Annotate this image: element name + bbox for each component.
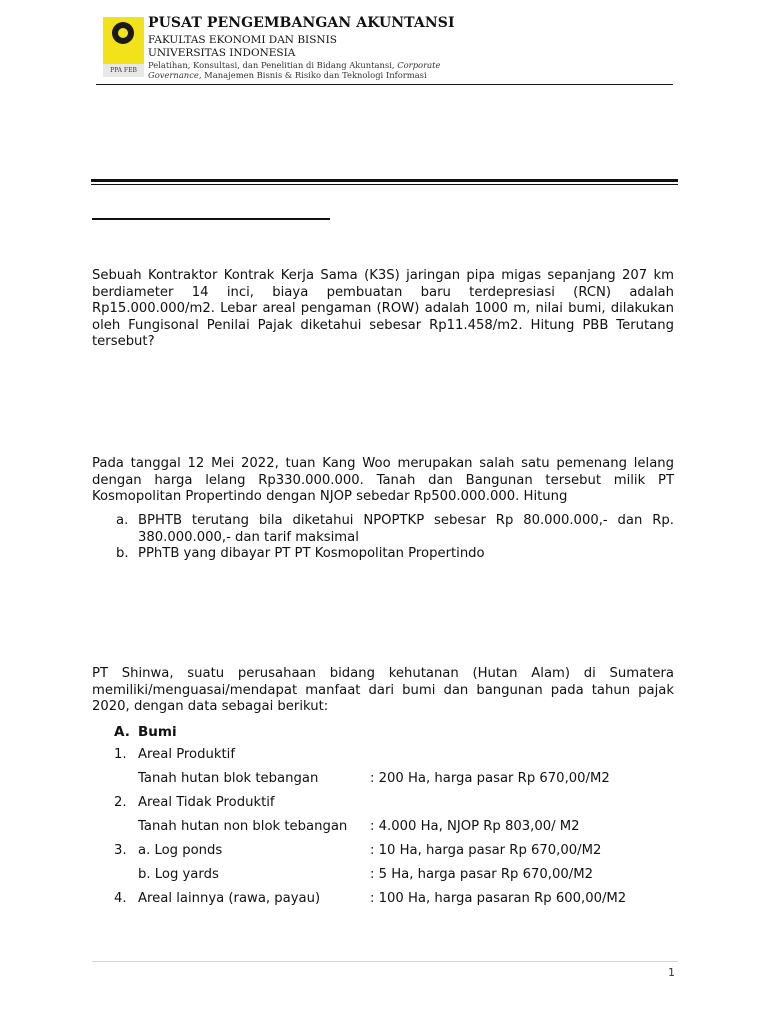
list-item-text: PPhTB yang dibayar PT PT Kosmopolitan Propertindo (138, 546, 485, 561)
row-number: 3. (114, 843, 127, 858)
section-divider-thin (91, 184, 678, 185)
list-marker: a. (116, 513, 129, 528)
logo-caption: PPA FEB (103, 64, 144, 77)
row-value: : 100 Ha, harga pasaran Rp 600,00/M2 (370, 891, 627, 906)
page-number: 1 (668, 966, 675, 979)
question-2-item-a (92, 513, 674, 546)
question-3-text: PT Shinwa, suatu perusahaan bidang kehutanan (Hutan Alam) di Sumatera memiliki/menguasai/mendapat manfaat dari bumi dan bangunan pada tahun pajak 2020, dengan data sebagai berikut: (92, 666, 674, 714)
row-label: Tanah hutan non blok tebangan (138, 819, 348, 834)
question-2-item-b (92, 546, 674, 563)
university-name: UNIVERSITAS INDONESIA (148, 47, 296, 59)
tagline-line-1: Pelatihan, Konsultasi, dan Penelitian di Bidang Akuntansi, Corporate (148, 60, 441, 70)
row-number: 1. (114, 747, 127, 762)
row-number: 4. (114, 891, 127, 906)
list-marker: b. (116, 546, 129, 561)
letterhead-rule (96, 84, 673, 85)
footer-rule (92, 961, 678, 962)
row-label: Tanah hutan blok tebangan (138, 771, 319, 786)
list-item-text: BPHTB terutang bila diketahui NPOPTKP sebesar Rp 80.000.000,- dan Rp. 380.000.000,- dan tarif maksimal (138, 513, 674, 545)
row-label: Areal Produktif (138, 747, 235, 762)
section-divider-thick (91, 179, 678, 182)
faculty-name: FAKULTAS EKONOMI DAN BISNIS (148, 34, 337, 46)
question-1-text: Sebuah Kontraktor Kontrak Kerja Sama (K3S) jaringan pipa migas sepanjang 207 km berdiameter 14 inci, biaya pembuatan baru terdepresiasi (RCN) adalah Rp15.000.000/m2. Lebar areal pengaman (ROW) adalah 1000 m, nilai bumi, dilakukan oleh Fungisonal Penilai Pajak diketahui sebesar Rp11.458/m2. Hitung PBB Terutang tersebut? (92, 268, 674, 349)
row-number: 2. (114, 795, 127, 810)
row-value: : 200 Ha, harga pasar Rp 670,00/M2 (370, 771, 610, 786)
row-label: b. Log yards (138, 867, 219, 882)
row-value: : 4.000 Ha, NJOP Rp 803,00/ M2 (370, 819, 580, 834)
row-label: a. Log ponds (138, 843, 223, 858)
org-name: PUSAT PENGEMBANGAN AKUNTANSI (148, 15, 455, 31)
title-underline (92, 218, 330, 220)
row-label: Areal lainnya (rawa, payau) (138, 891, 321, 906)
row-value: : 10 Ha, harga pasar Rp 670,00/M2 (370, 843, 602, 858)
section-heading-bumi (114, 724, 177, 741)
row-label: Areal Tidak Produktif (138, 795, 275, 810)
question-2-text: Pada tanggal 12 Mei 2022, tuan Kang Woo merupakan salah satu pemenang lelang dengan harga lelang Rp330.000.000. Tanah dan Bangunan tersebut milik PT Kosmopolitan Propertindo dengan NJOP sebedar Rp500.000.000. Hitung (92, 456, 674, 504)
section-label: Bumi (138, 724, 177, 740)
row-value: : 5 Ha, harga pasar Rp 670,00/M2 (370, 867, 593, 882)
ppa-feb-logo (103, 17, 144, 77)
university-emblem-icon (112, 22, 134, 44)
tagline-line-2: Governance, Manajemen Bisnis & Risiko dan Teknologi Informasi (148, 70, 427, 80)
section-marker: A. (114, 724, 130, 740)
